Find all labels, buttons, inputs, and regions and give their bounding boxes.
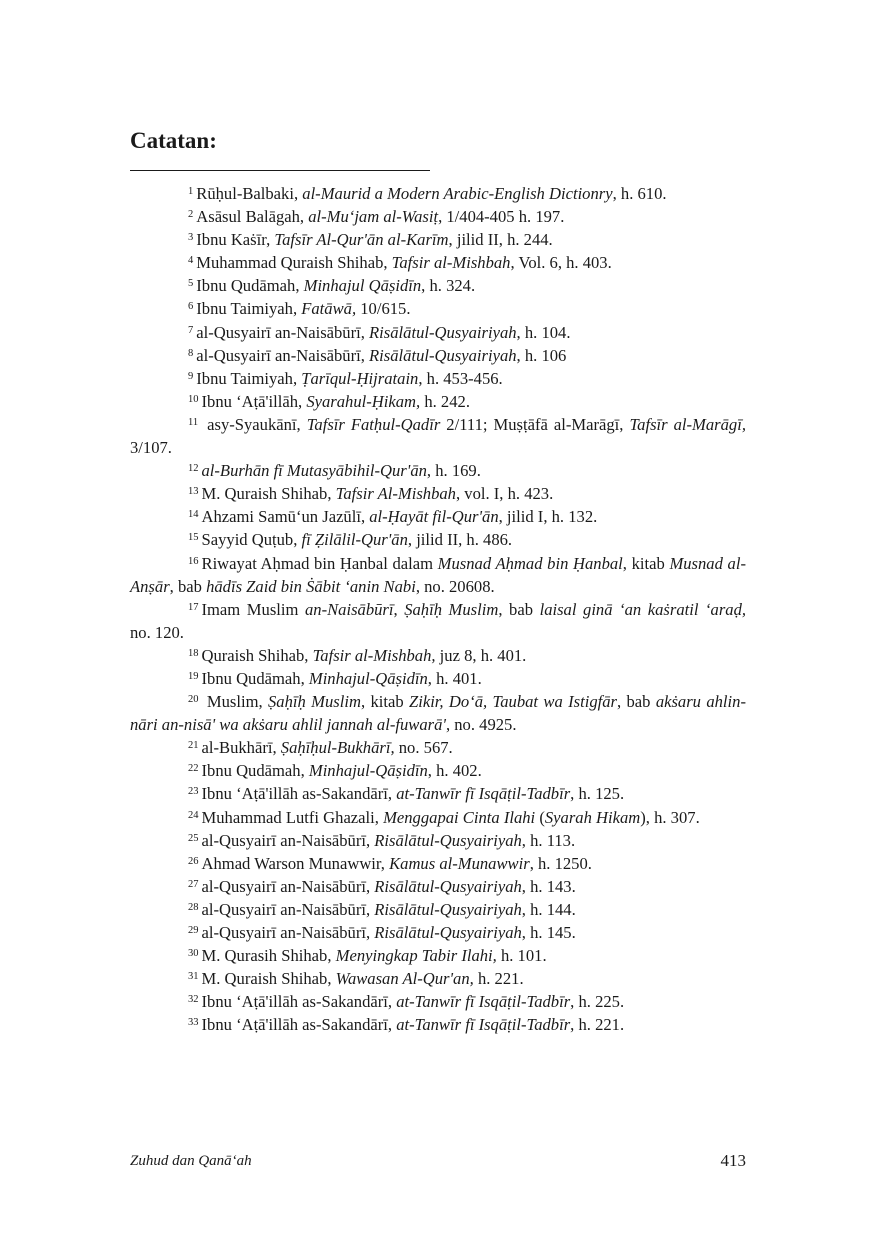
endnote-text: , Vol. 6, h. 403. (510, 253, 612, 273)
endnote-number: 15 (188, 532, 199, 544)
endnote-item (130, 667, 746, 690)
endnote-number: 21 (188, 740, 199, 752)
endnote-item (130, 967, 746, 990)
endnote-text: Ibnu Taimiyah, (196, 368, 302, 388)
endnote-number: 17 (188, 601, 199, 613)
endnote-number: 28 (188, 901, 199, 913)
endnote-item (130, 528, 746, 551)
endnote-number: 25 (188, 832, 199, 844)
endnote-title: Minhajul-Qāṣidīn (308, 761, 428, 781)
endnote-title: Tafsir al-Mishbah (391, 253, 511, 273)
endnote-text: , kitab (360, 692, 409, 712)
endnote-title: Minhajul-Qāṣidīn (308, 668, 428, 688)
endnote-item (130, 1013, 746, 1036)
endnote-item (130, 482, 746, 505)
page-title: Catatan: (130, 128, 217, 153)
endnote-title: at-Tanwīr fī Isqāṭil-Tadbīr (396, 992, 571, 1012)
endnotes-list (130, 182, 746, 1036)
endnote-title: Risālātul-Qusyairiyah (374, 876, 522, 896)
endnote-item (130, 921, 746, 944)
endnote-text: no. 567. (394, 738, 453, 758)
endnote-text: Ibnu ‘Aṭā'illāh as-Sakandārī, (201, 992, 397, 1012)
endnote-text: Rūḥul-Balbaki, (196, 184, 303, 203)
endnote-number: 2 (188, 209, 194, 221)
endnote-title: Fatāwā, (301, 299, 357, 319)
endnote-number: 6 (188, 301, 194, 313)
endnote-title: Risālātul-Qusyairiyah (374, 830, 522, 850)
endnote-number: 32 (188, 994, 199, 1006)
endnote-text: , h. 402. (427, 761, 482, 781)
endnote-title: Risālātul-Qusyairiyah (369, 345, 517, 365)
endnote-title: Wawasan Al-Qur'an, (335, 969, 474, 989)
endnote-item (130, 782, 746, 805)
endnote-title: Minhajul Qāṣidīn (303, 276, 422, 296)
endnote-text: h. 101. (496, 946, 547, 966)
endnote-title: Ṣaḥīḥul-Bukhārī, (280, 738, 395, 758)
endnote-text: Sayyid Quṭub, (201, 530, 302, 550)
endnote-text: , jilid I, h. 132. (498, 507, 598, 527)
endnote-number: 3 (188, 232, 194, 244)
endnote-title: akṡaru ahlin-nāri an-nisā' wa akṡaru ahlil jannah al-fuwarā' (130, 692, 746, 735)
endnote-item (130, 736, 746, 759)
endnote-text: , bab (498, 599, 540, 619)
endnote-item (130, 413, 746, 459)
endnote-text: Ahzami Samū‘un Jazūlī, (201, 507, 370, 527)
endnote-text: al-Qusyairī an-Naisābūrī, (201, 876, 375, 896)
endnote-item (130, 390, 746, 413)
endnote-text: Ibnu ‘Aṭā'illāh as-Sakandārī, (201, 784, 397, 804)
endnote-text: , h. 169. (426, 461, 481, 481)
endnote-number: 13 (188, 486, 199, 498)
endnote-text: , h. 104. (516, 322, 571, 342)
endnote-text: , bab (169, 576, 207, 596)
endnote-text: , h. 113. (521, 830, 576, 850)
endnote-text: Ibnu Qudāmah, (201, 668, 309, 688)
endnote-text: juz 8, h. 401. (435, 645, 527, 665)
endnote-item (130, 829, 746, 852)
running-footer-title: Zuhud dan Qanā‘ah (130, 1153, 252, 1169)
endnote-text: , h. 453-456. (418, 368, 503, 388)
endnote-text: Muhammad Lutfi Ghazali, (201, 807, 384, 827)
endnote-item (130, 205, 746, 228)
endnote-text: , h. 221. (570, 1015, 625, 1035)
endnote-text: 10/615. (356, 299, 411, 319)
endnote-title: hādīs Zaid bin Ṡābit ‘anin Nabi (206, 576, 416, 596)
endnote-number: 1 (188, 186, 194, 197)
endnote-number: 24 (188, 809, 199, 821)
endnote-item (130, 182, 746, 205)
endnote-text: ( (535, 807, 545, 827)
endnote-number: 10 (188, 393, 199, 405)
endnote-item (130, 505, 746, 528)
endnote-item (130, 644, 746, 667)
endnote-text: h. 242. (420, 391, 470, 411)
endnote-number: 30 (188, 948, 199, 960)
endnote-text: , 1/404-405 h. 197. (438, 207, 565, 227)
endnote-number: 27 (188, 878, 199, 890)
endnote-title: Ṣaḥīḥ Muslim (268, 692, 361, 712)
endnote-text: al-Bukhārī, (201, 738, 281, 758)
endnote-title: al-Maurid a Modern Arabic-English Dictionry (302, 184, 613, 203)
endnote-number: 16 (188, 555, 199, 567)
endnote-title: Menyingkap Tabir Ilahi, (335, 946, 497, 966)
endnote-text: al-Qusyairī an-Naisābūrī, (196, 345, 370, 365)
endnote-text: Quraish Shihab, (201, 645, 313, 665)
endnote-number: 5 (188, 278, 194, 290)
endnote-item (130, 367, 746, 390)
endnote-number: 8 (188, 347, 194, 359)
endnote-item (130, 806, 746, 829)
endnote-text: , h. 145. (521, 923, 576, 942)
endnote-item (130, 297, 746, 320)
endnote-title: Tafsīr Fatḥul-Qadīr (306, 414, 441, 434)
endnote-text: al-Qusyairī an-Naisābūrī, (201, 899, 375, 919)
endnote-number: 31 (188, 971, 199, 983)
endnote-text: , bab (616, 692, 656, 712)
endnote-item (130, 321, 746, 344)
endnote-text: Riwayat Aḥmad bin Ḥanbal dalam (201, 553, 438, 573)
endnote-number: 20 (188, 694, 199, 706)
heading-divider (130, 170, 430, 171)
endnote-text: no. 120. (130, 622, 184, 642)
endnote-number: 22 (188, 763, 199, 775)
endnote-number: 33 (188, 1017, 199, 1029)
endnote-title: at-Tanwīr fī Isqāṭil-Tadbīr (396, 784, 571, 804)
endnote-title: Risālātul-Qusyairiyah (369, 322, 517, 342)
endnote-title: Tafsir Al-Mishbah (335, 484, 456, 504)
endnote-text: Ibnu ‘Aṭā'illāh as-Sakandārī, (201, 1015, 397, 1035)
endnote-item (130, 228, 746, 251)
endnote-title: Tafsīr Al-Qur'ān al-Karīm (274, 230, 449, 250)
endnote-title: al-Ḥayāt fil-Qur'ān (369, 507, 499, 527)
endnote-number: 29 (188, 925, 199, 936)
endnote-text: M. Quraish Shihab, (201, 484, 336, 504)
endnote-title: fī Ẓilālil-Qur'ān (301, 530, 408, 550)
endnote-number: 19 (188, 670, 199, 682)
endnote-title: Tafsir al-Mishbah, (312, 645, 436, 665)
endnote-title: Syarah Hikam (544, 807, 641, 827)
endnote-item (130, 344, 746, 367)
endnote-item (130, 852, 746, 875)
endnote-text: M. Qurasih Shihab, (201, 946, 336, 966)
endnote-text: Imam Muslim (201, 599, 305, 619)
endnote-text: , jilid II, h. 486. (407, 530, 513, 550)
endnote-item (130, 875, 746, 898)
endnote-text: , vol. I, h. 423. (455, 484, 554, 504)
endnote-text: h. 221. (473, 969, 524, 989)
endnote-number: 26 (188, 855, 199, 867)
endnote-item (130, 251, 746, 274)
endnote-number: 4 (188, 255, 194, 267)
endnote-title: an-Naisābūrī (304, 599, 394, 619)
endnote-text: Ibnu Taimiyah, (196, 299, 302, 319)
endnote-text: Ibnu Kaṡīr, (196, 230, 275, 250)
endnote-text: asy-Syaukānī, (201, 414, 307, 434)
endnote-title: Musnad Aḥmad bin Ḥanbal (437, 553, 623, 573)
endnote-text: , h. 324. (421, 276, 476, 296)
endnote-title: Syarahul-Ḥikam, (306, 391, 421, 411)
endnote-text: 2/111; Muṣṭāfā al-Marāgī, (440, 414, 630, 434)
endnote-title: Risālātul-Qusyairiyah (374, 899, 522, 919)
endnote-text: , h. 225. (570, 992, 625, 1012)
endnote-title: Kamus al-Munawwir (389, 853, 530, 873)
endnote-text: Muhammad Quraish Shihab, (196, 253, 392, 273)
page-number: 413 (720, 1151, 746, 1170)
endnote-number: 23 (188, 786, 199, 798)
endnote-item (130, 552, 746, 598)
endnote-text: Ibnu ‘Aṭā'illāh, (201, 391, 307, 411)
endnote-text: Asāsul Balāgah, (196, 207, 309, 227)
endnote-text: , h. 401. (427, 668, 482, 688)
endnote-title: al-Burhān fī Mutasyābihil-Qur'ān (201, 461, 427, 481)
endnote-title: Tafsīr al-Marāgī, (629, 414, 746, 434)
endnote-text: al-Qusyairī an-Naisābūrī, (201, 830, 375, 850)
endnote-title: Ṣaḥīḥ Muslim (404, 599, 499, 619)
endnote-text: Muslim, (201, 692, 268, 712)
endnote-number: 7 (188, 324, 194, 336)
endnote-text: al-Qusyairī an-Naisābūrī, (196, 322, 370, 342)
endnote-number: 11 (188, 416, 199, 428)
endnote-title: Menggapai Cinta Ilahi (383, 807, 536, 827)
endnote-text: , no. 20608. (415, 576, 495, 596)
endnote-text: , (393, 599, 405, 619)
endnote-item (130, 944, 746, 967)
endnote-text: Ahmad Warson Munawwir, (201, 853, 390, 873)
endnote-number: 9 (188, 370, 194, 382)
endnote-title: laisal ginā ‘an kaṡratil ‘araḍ, (539, 599, 747, 619)
endnote-text: , h. 125. (570, 784, 625, 804)
endnote-text: , h. 106 (516, 345, 567, 365)
endnote-text: Ibnu Qudāmah, (196, 276, 304, 296)
endnote-text: , kitab (622, 553, 670, 573)
endnote-text: , h. 144. (521, 899, 576, 919)
endnote-title: Musnad al-Anṣār (130, 553, 746, 596)
endnote-text: , jilid II, h. 244. (448, 230, 553, 250)
endnote-text: 3/107. (130, 438, 172, 458)
endnote-text: Ibnu Qudāmah, (201, 761, 309, 781)
endnote-text: M. Quraish Shihab, (201, 969, 336, 989)
endnote-text: , no. 4925. (445, 715, 517, 735)
endnote-item (130, 898, 746, 921)
endnote-item (130, 459, 746, 482)
endnote-item (130, 759, 746, 782)
endnote-title: Ṭarīqul-Ḥijratain (301, 368, 419, 388)
endnote-number: 18 (188, 647, 199, 659)
endnote-title: al-Mu‘jam al-Wasiṭ (308, 207, 439, 227)
endnote-title: Zikir, Do‘ā, Taubat wa Istigfār (408, 692, 617, 712)
endnote-item (130, 274, 746, 297)
endnote-number: 12 (188, 463, 199, 475)
endnote-text: , h. 143. (521, 876, 576, 896)
endnote-text: , h. 1250. (529, 853, 592, 873)
endnote-item (130, 598, 746, 644)
endnote-text: al-Qusyairī an-Naisābūrī, (201, 923, 375, 942)
endnote-item (130, 690, 746, 736)
endnote-number: 14 (188, 509, 199, 521)
endnote-text: ), h. 307. (640, 807, 700, 827)
endnote-text: , h. 610. (612, 184, 667, 203)
endnote-title: Risālātul-Qusyairiyah (374, 923, 522, 942)
endnote-item (130, 990, 746, 1013)
endnote-title: at-Tanwīr fī Isqāṭil-Tadbīr (396, 1015, 571, 1035)
